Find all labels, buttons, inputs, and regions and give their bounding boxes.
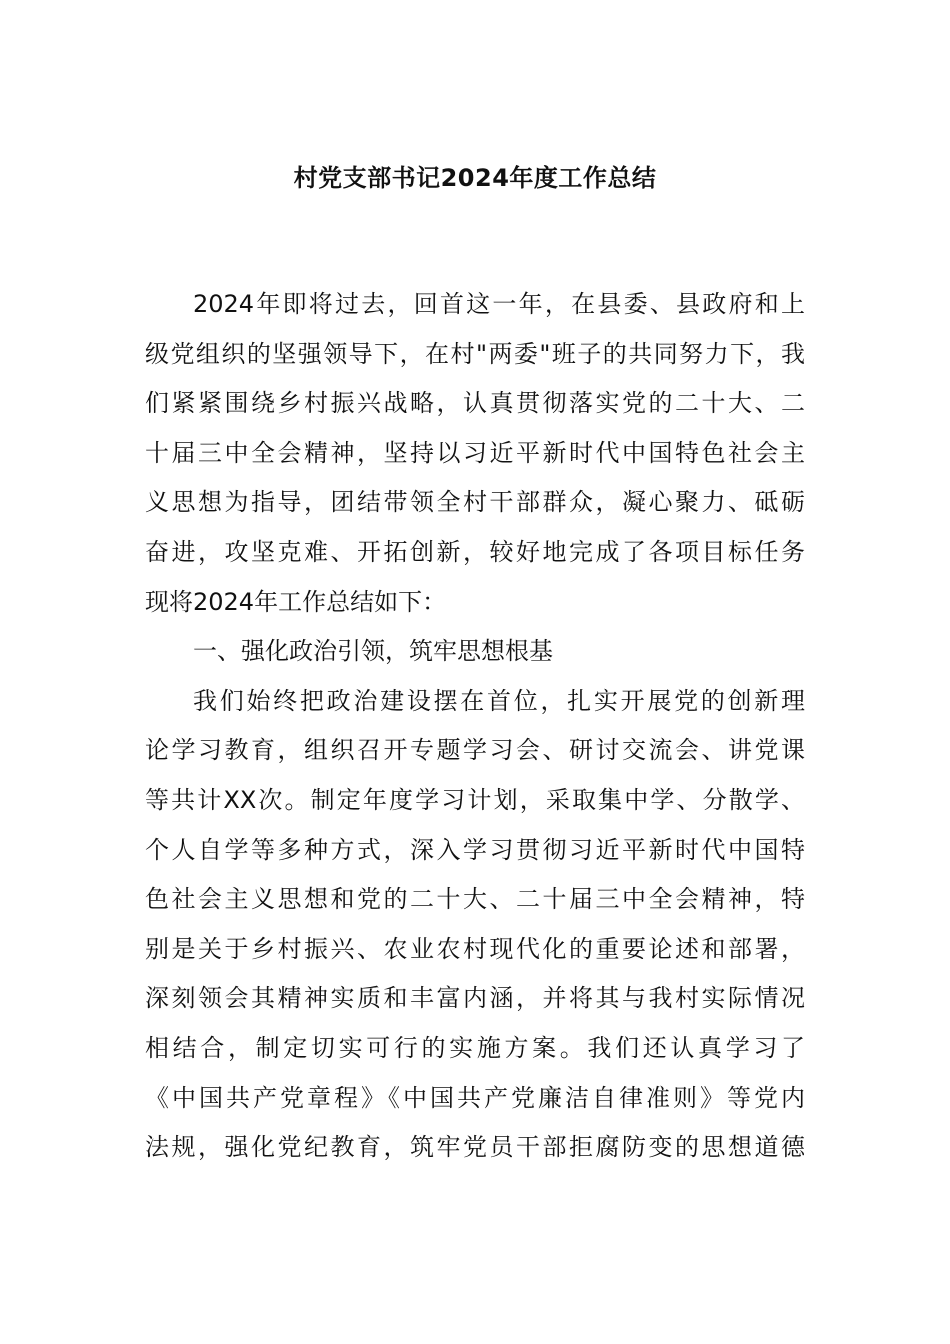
- document-title: 村党支部书记2024年度工作总结: [293, 164, 657, 192]
- section-heading: [145, 627, 805, 677]
- section-paragraph: [145, 677, 805, 1173]
- intro-line: 级党组织的坚强领导下，在村"两委"班子的共同努力下，我: [145, 339, 805, 368]
- section-line: 法规，强化党纪教育，筑牢党员干部拒腐防变的思想道德: [145, 1133, 805, 1162]
- intro-line: 奋进，攻坚克难、开拓创新，较好地完成了各项目标任务: [145, 537, 805, 566]
- intro-line: 义思想为指导，团结带领全村干部群众，凝心聚力、砥砺: [145, 488, 805, 517]
- section-line: 我们始终把政治建设摆在首位，扎实开展党的创新理: [193, 686, 805, 715]
- section-line: 深刻领会其精神实质和丰富内涵，并将其与我村实际情况: [145, 984, 805, 1013]
- intro-line: 十届三中全会精神，坚持以习近平新时代中国特色社会主: [145, 438, 805, 467]
- section-line: 相结合，制定切实可行的实施方案。我们还认真学习了: [145, 1033, 805, 1062]
- section-line: 论学习教育，组织召开专题学习会、研讨交流会、讲党课: [145, 736, 805, 765]
- section-heading-text: 一、强化政治引领，筑牢思想根基: [193, 637, 553, 666]
- intro-line: 们紧紧围绕乡村振兴战略，认真贯彻落实党的二十大、二: [145, 389, 805, 418]
- section-line: 个人自学等多种方式，深入学习贯彻习近平新时代中国特: [145, 835, 805, 864]
- section-line: 等共计XX次。制定年度学习计划，采取集中学、分散学、: [145, 785, 805, 814]
- section-line: 《中国共产党章程》《中国共产党廉洁自律准则》等党内: [145, 1083, 805, 1112]
- document-body: [145, 280, 805, 1173]
- section-line: 色社会主义思想和党的二十大、二十届三中全会精神，特: [145, 885, 805, 914]
- intro-line: 现将2024年工作总结如下：: [145, 587, 447, 616]
- intro-line: 2024年即将过去，回首这一年，在县委、县政府和上: [193, 290, 805, 318]
- section-line: 别是关于乡村振兴、农业农村现代化的重要论述和部署，: [145, 934, 805, 963]
- intro-paragraph: [145, 280, 805, 627]
